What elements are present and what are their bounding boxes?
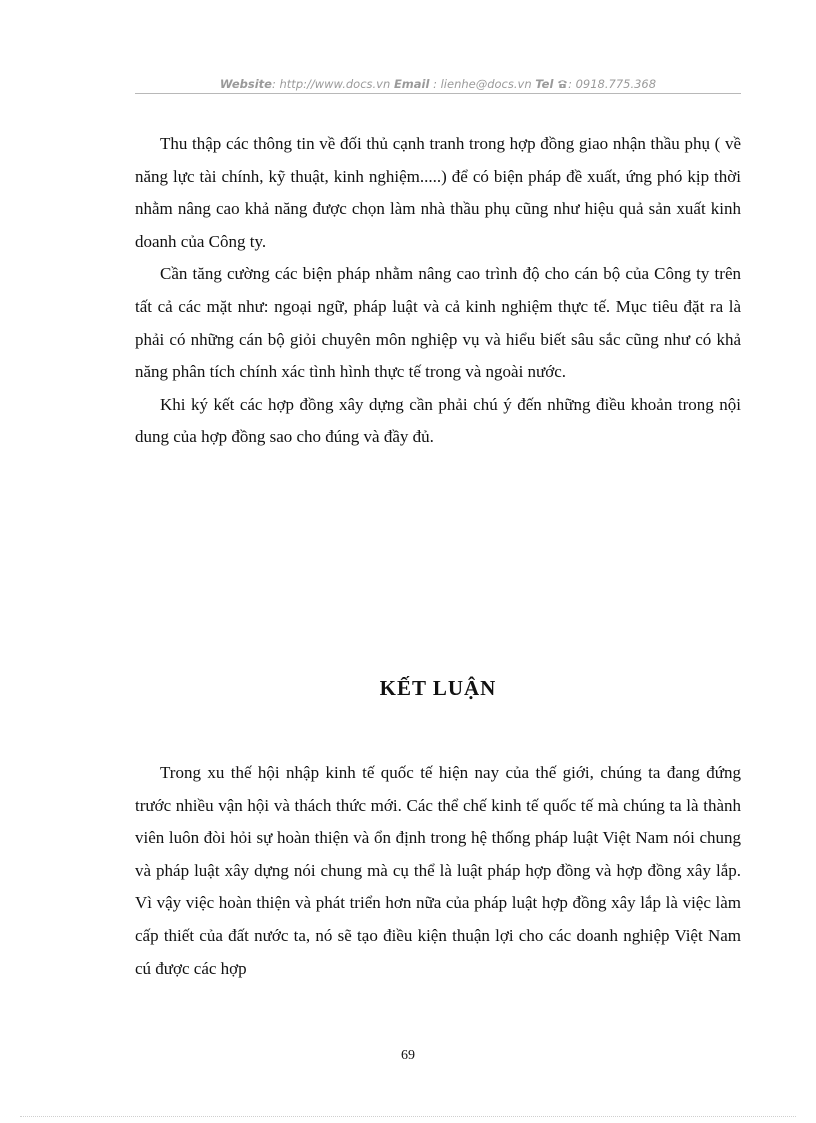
section-title: KẾT LUẬN <box>379 676 497 700</box>
website-value: : http://www.docs.vn <box>271 77 391 91</box>
email-label: Email <box>393 77 430 91</box>
body-section-top <box>135 128 741 454</box>
page-header <box>135 77 741 91</box>
tel-value: : 0918.775.368 <box>568 77 657 91</box>
paragraph: Cần tăng cường các biện pháp nhằm nâng cao trình độ cho cán bộ của Công ty trên tất cả các mặt như: ngoại ngữ, pháp luật và cả kinh nghiệm thực tế. Mục tiêu đặt ra là phải có những cán bộ giỏi chuyên môn nghiệp vụ và hiểu biết sâu sắc cũng như có khả năng phân tích chính xác tình hình thực tế trong và ngoài nước. <box>135 264 741 382</box>
website-label: Website <box>219 77 272 91</box>
phone-icon <box>557 77 568 91</box>
email-value: : lienhe@docs.vn <box>433 77 532 91</box>
tel-label: Tel <box>535 77 554 91</box>
body-section-bottom <box>135 757 741 985</box>
paragraph: Trong xu thế hội nhập kinh tế quốc tế hiện nay của thế giới, chúng ta đang đứng trước nhiều vận hội và thách thức mới. Các thể chế kinh tế quốc tế mà chúng ta là thành viên luôn đòi hỏi sự hoàn thiện và ổn định trong hệ thống pháp luật Việt Nam nói chung và pháp luật xây dựng nói chung mà cụ thể là luật pháp hợp đồng và hợp đồng xây lắp. Vì vậy việc hoàn thiện và phát triển hơn nữa của pháp luật hợp đồng xây lắp là việc làm cấp thiết của đất nước ta, nó sẽ tạo điều kiện thuận lợi cho các doanh nghiệp Việt Nam cú được các hợp <box>135 763 741 978</box>
paragraph: Khi ký kết các hợp đồng xây dựng cần phải chú ý đến những điều khoản trong nội dung của hợp đồng sao cho đúng và đầy đủ. <box>135 394 741 447</box>
paragraph: Thu thập các thông tin về đối thủ cạnh tranh trong hợp đồng giao nhận thầu phụ ( về năng lực tài chính, kỹ thuật, kinh nghiệm.....) để có biện pháp đề xuất, ứng phó kịp thời nhằm nâng cao khả năng được chọn làm nhà thầu phụ cũng như hiệu quả sản xuất kinh doanh của Công ty. <box>135 134 741 251</box>
page-number: 69 <box>401 1048 415 1063</box>
header-rule <box>135 93 741 94</box>
footer-rule <box>20 1116 796 1117</box>
